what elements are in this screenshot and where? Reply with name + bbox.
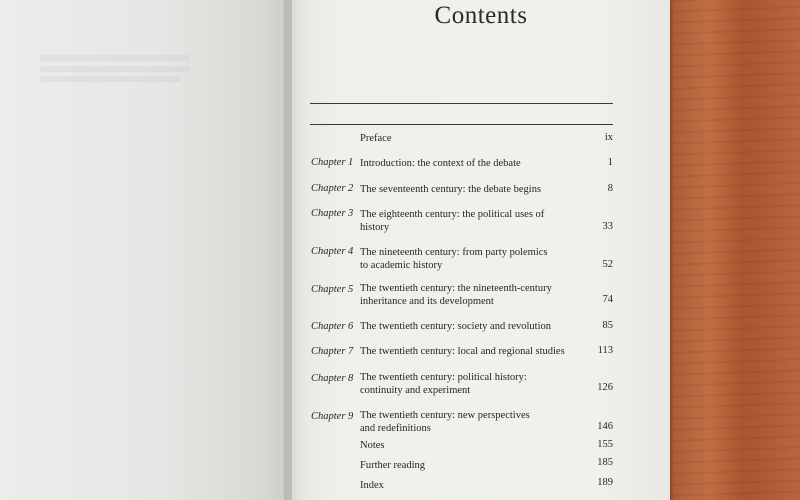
- chapter-label: Chapter 1: [311, 157, 354, 168]
- toc-page-number: 146: [597, 421, 613, 432]
- toc-page-number: ix: [604, 132, 613, 143]
- toc-entry-title: Introduction: the context of the debate: [360, 158, 521, 169]
- toc-entry-title-line: history: [360, 222, 390, 233]
- toc-entry-preface: [360, 132, 580, 145]
- show-through-text: [40, 76, 180, 82]
- toc-entry-further-reading: [360, 459, 580, 472]
- toc-page-number: 8: [607, 183, 613, 194]
- toc-entry-title-line: to academic history: [360, 260, 443, 271]
- toc-page-number: 85: [602, 320, 613, 331]
- show-through-text: [40, 66, 190, 72]
- toc-page-number: 113: [597, 345, 613, 356]
- toc-entry-title-line: inheritance and its development: [360, 296, 494, 307]
- show-through-text: [40, 55, 190, 61]
- toc-entry-title-line: The twentieth century: political history:: [360, 372, 527, 383]
- toc-entry-index: [360, 479, 580, 492]
- wood-grain: [660, 0, 800, 500]
- chapter-label: Chapter 7: [311, 346, 354, 357]
- chapter-label: Chapter 9: [311, 411, 354, 422]
- toc-entry-chapter-6: [360, 320, 580, 333]
- toc-entry-title-line: The twentieth century: new perspectives: [360, 410, 530, 421]
- chapter-label: Chapter 3: [311, 208, 354, 219]
- toc-entry-chapter-9: [360, 409, 580, 435]
- toc-entry-title: The twentieth century: local and regional studies: [360, 346, 565, 357]
- chapter-label: Chapter 6: [311, 321, 354, 332]
- toc-page-number: 189: [597, 477, 613, 488]
- toc-entry-title: Further reading: [360, 460, 426, 471]
- toc-page-number: 126: [597, 382, 613, 393]
- toc-entry-title: Notes: [360, 440, 385, 451]
- toc-page-number: 33: [602, 221, 613, 232]
- second-rule: [310, 124, 613, 125]
- toc-entry-title-line: and redefinitions: [360, 423, 431, 434]
- toc-entry-chapter-7: [360, 345, 580, 358]
- toc-entry-title: Preface: [360, 133, 392, 144]
- chapter-label: Chapter 2: [311, 183, 354, 194]
- chapter-label: Chapter 4: [311, 246, 354, 257]
- toc-entry-chapter-2: [360, 183, 580, 196]
- chapter-label: Chapter 8: [311, 373, 354, 384]
- toc-page-number: 155: [597, 439, 613, 450]
- toc-entry-chapter-1: [360, 157, 580, 170]
- toc-entry-title-line: continuity and experiment: [360, 385, 471, 396]
- toc-entry-chapter-8: [360, 371, 580, 397]
- toc-page-number: 74: [602, 294, 613, 305]
- toc-page-number: 1: [607, 157, 613, 168]
- toc-entry-title: The twentieth century: society and revolution: [360, 321, 551, 332]
- left-page: [0, 0, 296, 500]
- toc-entry-notes: [360, 439, 580, 452]
- toc-entry-title: The seventeenth century: the debate begins: [360, 184, 542, 195]
- toc-entry-title-line: The nineteenth century: from party polemics: [360, 247, 548, 258]
- top-rule: [310, 103, 613, 104]
- toc-page-number: 185: [597, 457, 613, 468]
- toc-entry-title: Index: [360, 480, 384, 491]
- toc-page-number: 52: [602, 259, 613, 270]
- book-gutter: [284, 0, 308, 500]
- page-title: Contents: [434, 2, 528, 29]
- toc-entry-title-line: The eighteenth century: the political uses of: [360, 209, 545, 220]
- toc-entry-chapter-4: [360, 246, 580, 272]
- toc-entry-chapter-5: [360, 282, 580, 308]
- chapter-label: Chapter 5: [311, 284, 354, 295]
- toc-entry-chapter-3: [360, 208, 580, 234]
- toc-entry-title-line: The twentieth century: the nineteenth-century: [360, 283, 552, 294]
